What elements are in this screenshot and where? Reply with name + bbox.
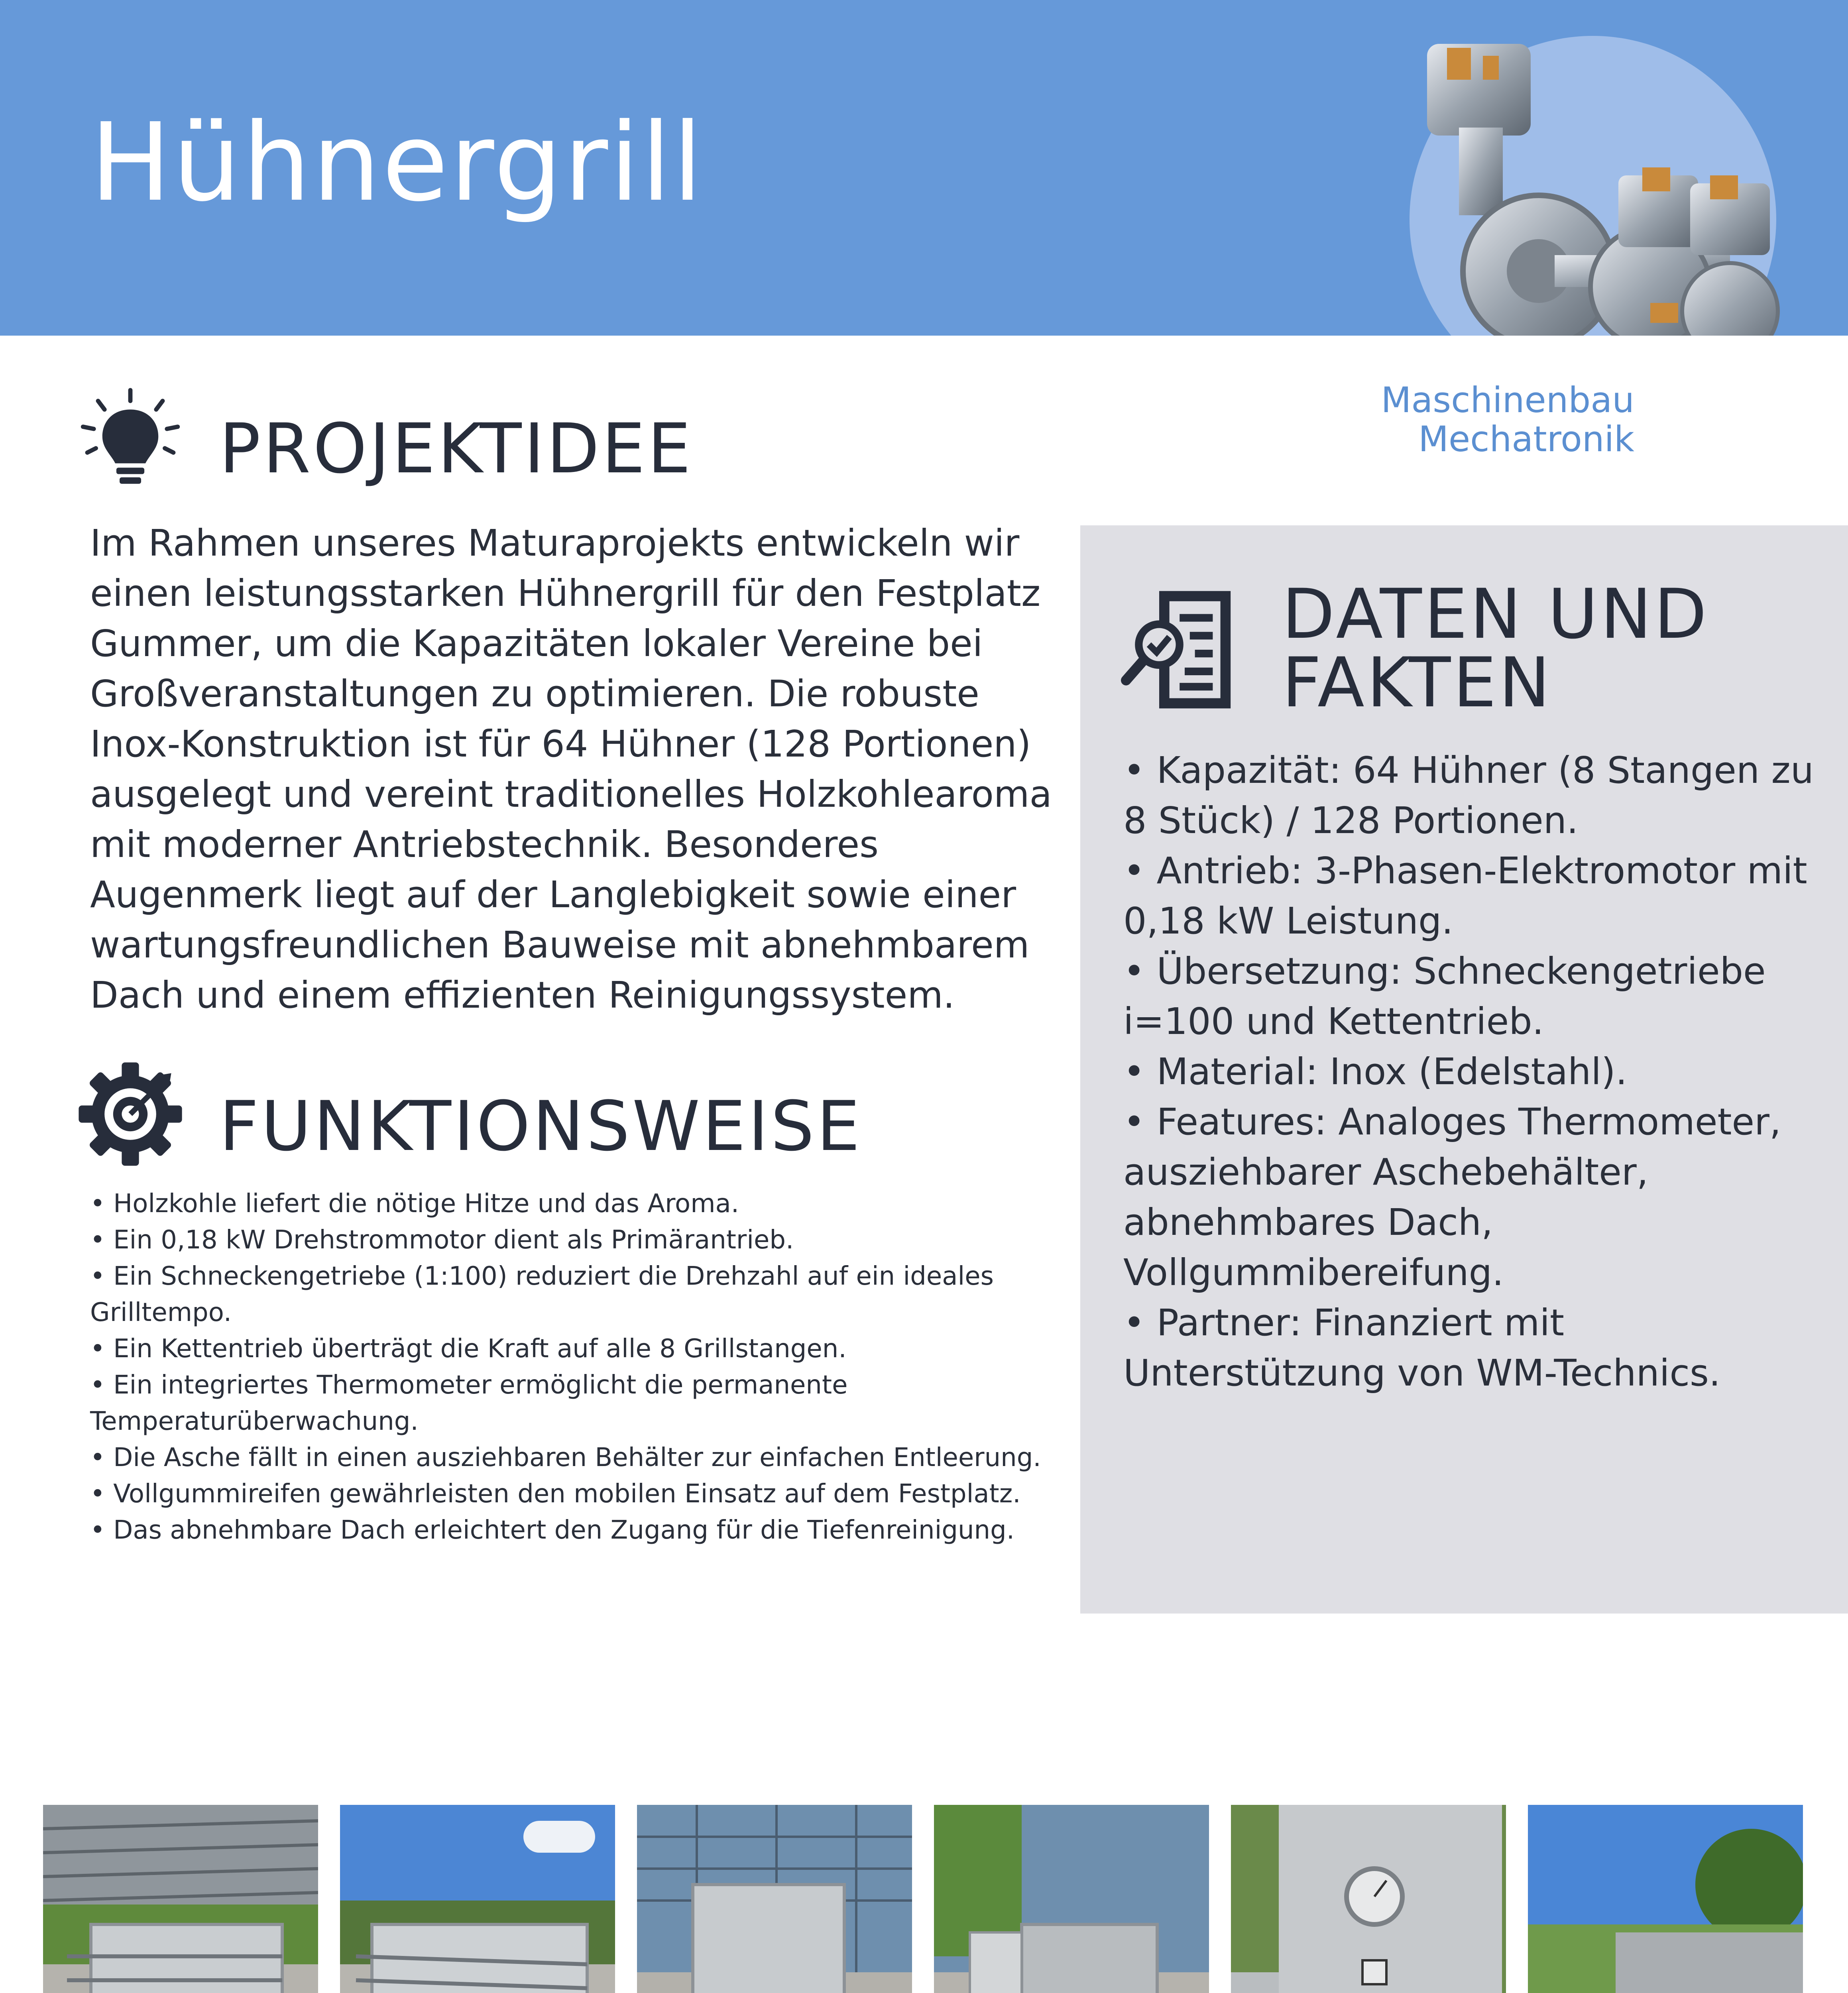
document-search-icon <box>1121 586 1248 713</box>
gear-assembly-illustration <box>1403 32 1786 336</box>
facts-heading-line-2: FAKTEN <box>1282 643 1553 723</box>
grill-photo-3 <box>637 1805 912 1993</box>
page-title: Hühnergrill <box>90 100 704 225</box>
facts-item: • Features: Analoges Thermometer, ausziehbarer Aschebehälter, abnehmbares Dach, Vollgummibereifung. <box>1123 1101 1781 1294</box>
function-item: • Vollgummireifen gewährleisten den mobilen Einsatz auf dem Festplatz. <box>90 1479 1021 1509</box>
grill-photo-6 <box>1528 1805 1803 1993</box>
function-item: • Ein Kettentrieb überträgt die Kraft auf alle 8 Grillstangen. <box>90 1334 847 1364</box>
function-list <box>90 1186 1071 1549</box>
function-item: • Ein Schneckengetriebe (1:100) reduziert die Drehzahl auf ein ideales Grilltempo. <box>90 1262 994 1327</box>
function-heading: FUNKTIONSWEISE <box>219 1086 863 1166</box>
function-item: • Das abnehmbare Dach erleichtert den Zugang für die Tiefenreinigung. <box>90 1515 1015 1545</box>
idea-heading: PROJEKTIDEE <box>219 409 694 489</box>
facts-item: • Partner: Finanziert mit Unterstützung von WM-Technics. <box>1123 1301 1721 1394</box>
function-item: • Ein 0,18 kW Drehstrommotor dient als Primärantrieb. <box>90 1225 794 1255</box>
function-item: • Die Asche fällt in einen ausziehbaren Behälter zur einfachen Entleerung. <box>90 1443 1041 1472</box>
gear-target-icon <box>77 1060 184 1168</box>
facts-item: • Übersetzung: Schneckengetriebe i=100 und Kettentrieb. <box>1123 950 1766 1043</box>
department-label <box>1315 381 1634 459</box>
idea-paragraph: Im Rahmen unseres Maturaprojekts entwickeln wir einen leistungsstarken Hühnergrill für den Festplatz Gummer, um die Kapazitäten lokaler Vereine bei Großveranstaltungen zu optimieren. Die robuste Inox-Konstruktion ist für 64 Hühner (128 Portionen) ausgelegt und vereint traditionelles Holzkohlearoma mit moderner Antriebstechnik. Besonderes Augenmerk liegt auf der Langlebigkeit sowie einer wartungsfreundlichen Bauweise mit abnehmbarem Dach und einem effizienten Reinigungssystem. <box>90 522 1052 1016</box>
facts-list <box>1123 745 1825 1398</box>
grill-photo-5 <box>1231 1805 1506 1993</box>
grill-photo-2 <box>340 1805 615 1993</box>
function-item: • Holzkohle liefert die nötige Hitze und das Aroma. <box>90 1189 739 1219</box>
photo-gallery <box>43 1805 1805 1993</box>
header-banner <box>0 0 1848 336</box>
facts-heading-line-1: DATEN UND <box>1282 574 1709 654</box>
department-line-1: Maschinenbau <box>1381 379 1634 421</box>
facts-item: • Kapazität: 64 Hühner (8 Stangen zu 8 Stück) / 128 Portionen. <box>1123 749 1814 842</box>
function-item: • Ein integriertes Thermometer ermöglicht die permanente Temperaturüberwachung. <box>90 1370 848 1436</box>
lightbulb-icon <box>77 386 184 493</box>
department-line-2: Mechatronik <box>1418 419 1634 460</box>
facts-heading <box>1282 574 1800 723</box>
facts-item: • Material: Inox (Edelstahl). <box>1123 1050 1628 1093</box>
grill-photo-1 <box>43 1805 318 1993</box>
facts-item: • Antrieb: 3-Phasen-Elektromotor mit 0,18 kW Leistung. <box>1123 849 1807 942</box>
grill-photo-4 <box>934 1805 1209 1993</box>
